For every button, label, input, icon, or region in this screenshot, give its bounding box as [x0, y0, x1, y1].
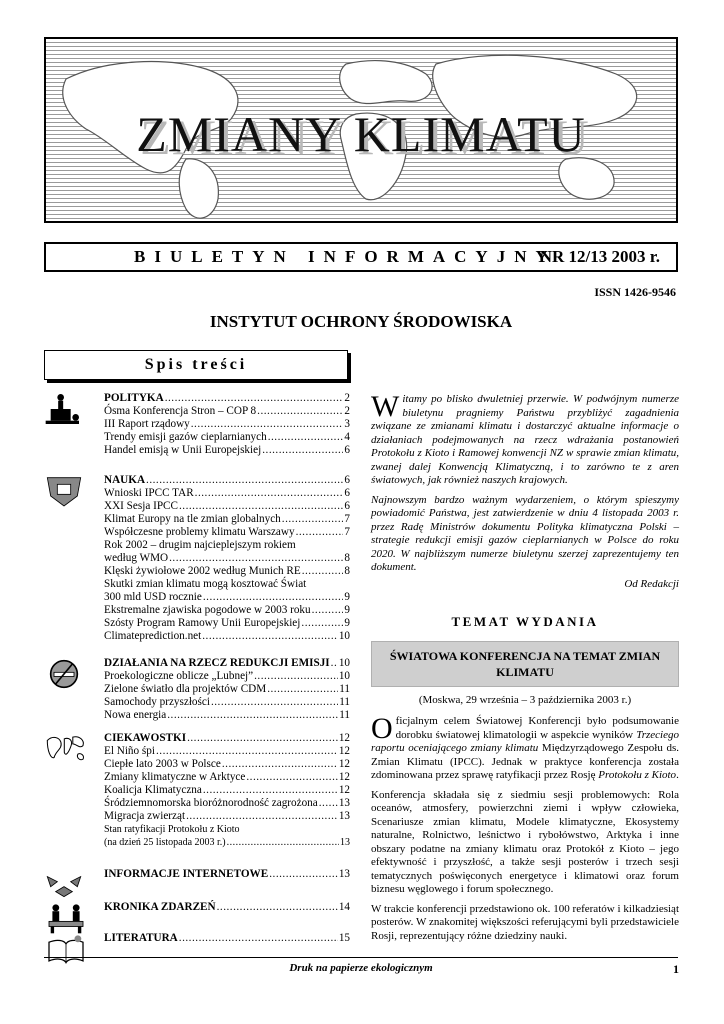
- toc-entry[interactable]: [104, 418, 350, 431]
- toc-entry-page: 9: [344, 591, 350, 603]
- toc-entry-page: 9: [344, 604, 350, 616]
- toc-entry[interactable]: [104, 745, 350, 758]
- right-column: [371, 390, 679, 943]
- toc-entry[interactable]: [104, 500, 350, 513]
- toc-entry[interactable]: [104, 405, 350, 418]
- toc-entry[interactable]: [104, 696, 350, 709]
- toc-entry[interactable]: [104, 591, 350, 604]
- no-smoke-icon: [44, 657, 92, 697]
- editorial-signature: Od Redakcji: [624, 577, 679, 590]
- toc-entry-page: 11: [339, 709, 350, 721]
- masthead-title: ZMIANY KLIMATU: [136, 106, 586, 162]
- toc-entry-title: Rok 2002 – drugim najcieplejszym rokiem: [104, 539, 296, 551]
- footer-note: Druk na papierze ekologicznym: [289, 962, 433, 974]
- podium-speaker-icon: [44, 392, 92, 432]
- toc-entry[interactable]: [104, 474, 350, 487]
- toc-lines: [104, 901, 350, 914]
- toc-leader-dots: [195, 487, 344, 500]
- toc-entry[interactable]: [104, 810, 350, 823]
- toc-entry[interactable]: [104, 836, 350, 849]
- toc-leader-dots: [165, 392, 344, 405]
- toc-entry-title: Proekologiczne oblicze „Lubnej”: [104, 670, 254, 682]
- article-paragraph-2: Konferencja składała się z siedmiu sesji problemowych: Rola oceanów, atmosfery, powierzchni ziemi i wpływ człowieka, Scenariusze zmian klimatu, Modele klimatyczne, Ekosystemy naturalne, Rolnictwo, leśnictwo i rybołówstwo, Arktyka i inne obszary podatne na zmiany klimatu oraz Protokół z Kioto – jego efektywność i przyszłość, a także sesji posterów i trzech sesji tematycznych poświęconych energetyce i klimatowi oraz forum biznesu węglowego i forum społecznego.: [371, 788, 679, 895]
- toc-entry-title: Skutki zmian klimatu mogą kosztować Świat: [104, 578, 307, 590]
- toc-entry-page: 6: [344, 474, 350, 486]
- toc-entry[interactable]: [104, 932, 350, 945]
- toc-lines: [104, 474, 350, 643]
- toc-entry[interactable]: [104, 513, 350, 526]
- bulletin-label: BIULETYN INFORMACYJNY: [134, 247, 557, 266]
- toc-entry[interactable]: [104, 771, 350, 784]
- toc-entry-page: 12: [338, 758, 350, 770]
- toc-entry[interactable]: [104, 526, 350, 539]
- toc-entry-title: Wnioski IPCC TAR: [104, 487, 194, 499]
- footer-rule: [44, 957, 678, 958]
- toc-entry[interactable]: [104, 901, 350, 914]
- toc-leader-dots: [269, 868, 338, 881]
- toc-leader-dots: [282, 513, 344, 526]
- toc-leader-dots: [262, 444, 343, 457]
- toc-entry-title: KRONIKA ZDARZEŃ: [104, 901, 216, 913]
- toc-leader-dots: [156, 745, 338, 758]
- bulletin-bar: [44, 242, 678, 272]
- toc-entry-title: Handel emisją w Unii Europejskiej: [104, 444, 262, 456]
- article-text: .: [676, 769, 679, 781]
- institute-name: INSTYTUT OCHRONY ŚRODOWISKA: [209, 312, 513, 331]
- toc-leader-dots: [257, 405, 343, 418]
- toc-leader-dots: [211, 696, 338, 709]
- toc-leader-dots: [179, 500, 343, 513]
- toc-leader-dots: [146, 474, 343, 487]
- toc-entry-title: Klęski żywiołowe 2002 według Munich RE: [104, 565, 301, 577]
- toc-entry[interactable]: [104, 797, 350, 810]
- toc-entry[interactable]: [104, 784, 350, 797]
- toc-entry-title: Współczesne problemy klimatu Warszawy: [104, 526, 295, 538]
- toc-entry[interactable]: [104, 604, 350, 617]
- toc-leader-dots: [312, 604, 344, 617]
- toc-entry-title: LITERATURA: [104, 932, 178, 944]
- toc-header: Spis treści: [44, 350, 348, 380]
- toc-leader-dots: [191, 418, 344, 431]
- toc-entry-page: 12: [338, 732, 350, 744]
- toc-entry-title: (na dzień 25 listopada 2003 r.): [104, 837, 226, 848]
- toc-entry-title: NAUKA: [104, 474, 146, 486]
- toc-entry-title: Stan ratyfikacji Protokołu z Kioto: [104, 824, 240, 835]
- toc-leader-dots: [203, 591, 344, 604]
- toc-entry-page: 10: [338, 657, 350, 669]
- toc-lines: [104, 657, 350, 722]
- toc-entry-title: Nowa energia: [104, 709, 167, 721]
- editorial-dropcap: W: [371, 390, 400, 423]
- toc-leader-dots: [302, 565, 344, 578]
- toc-entry[interactable]: [104, 392, 350, 405]
- toc-entry-title: Trendy emisji gazów cieplarnianych: [104, 431, 267, 443]
- toc-leader-dots: [227, 836, 339, 849]
- toc-leader-dots: [268, 431, 344, 444]
- toc-entry-title: Ekstremalne zjawiska pogodowe w 2003 roku: [104, 604, 311, 616]
- toc-entry-page: 10: [338, 630, 350, 642]
- toc-leader-dots: [187, 732, 338, 745]
- toc-entry-title: Ósma Konferencja Stron – COP 8: [104, 405, 257, 417]
- toc-entry-page: 15: [338, 932, 350, 944]
- toc-entry-page: 8: [344, 552, 350, 564]
- toc-leader-dots: [301, 617, 343, 630]
- toc-entry-title: Zielone światło dla projektów CDM: [104, 683, 267, 695]
- toc-entry[interactable]: [104, 539, 350, 552]
- issn: ISSN 1426-9546: [594, 285, 676, 299]
- toc-entry-title: Climateprediction.net: [104, 630, 202, 642]
- toc-entry-page: 13: [338, 797, 350, 809]
- toc-entry-title: Ciepłe lato 2003 w Polsce: [104, 758, 221, 770]
- toc-entry-page: 13: [340, 837, 350, 848]
- editorial-text: itamy po blisko dwuletniej przerwie. W podwójnym numerze biuletynu pragniemy Państwu przybliżyć zagadnienia związane ze zmianami klimatu i dostarczyć aktualne informacje o działaniach podejmowanych na rzecz wdrażania postanowień Protokołu z Kioto i Ramowej konwencji NZ w sprawie zmian klimatu, zwanej dalej Konwencją Klimatyczną, i to zarówno te z aren światowych, jak również naszych krajowych.: [371, 393, 679, 486]
- toc-entry[interactable]: [104, 683, 350, 696]
- article-title-box: ŚWIATOWA KONFERENCJA NA TEMAT ZMIAN KLIMATU: [371, 641, 679, 687]
- toc-entry[interactable]: [104, 657, 350, 670]
- toc-entry-page: 8: [344, 565, 350, 577]
- toc-entry-page: 6: [344, 487, 350, 499]
- toc-entry-title: POLITYKA: [104, 392, 164, 404]
- toc-entry[interactable]: [104, 823, 350, 836]
- toc-entry-page: 10: [338, 670, 350, 682]
- toc-entry-page: 7: [344, 526, 350, 538]
- toc-lines: [104, 732, 350, 849]
- toc-leader-dots: [217, 901, 338, 914]
- toc-entry-page: 7: [344, 513, 350, 525]
- shield-book-icon: [44, 474, 92, 514]
- section-title: TEMAT WYDANIA: [451, 614, 599, 629]
- toc-entry-page: 6: [344, 444, 350, 456]
- toc-entry-page: 12: [338, 784, 350, 796]
- toc-entry-page: 12: [338, 745, 350, 757]
- toc-entry-title: Zmiany klimatyczne w Arktyce: [104, 771, 246, 783]
- toc-entry-title: Klimat Europy na tle zmian globalnych: [104, 513, 281, 525]
- toc-entry-title: Szósty Program Ramowy Unii Europejskiej: [104, 617, 301, 629]
- toc-entry[interactable]: [104, 487, 350, 500]
- toc-leader-dots: [202, 630, 338, 643]
- toc-entry-title: DZIAŁANIA NA RZECZ REDUKCJI EMISJI: [104, 657, 330, 669]
- toc-leader-dots: [254, 670, 338, 683]
- toc-lines: [104, 932, 350, 945]
- article-paragraph-1: [371, 712, 679, 783]
- toc-entry[interactable]: [104, 670, 350, 683]
- toc-leader-dots: [222, 758, 338, 771]
- toc-leader-dots: [203, 784, 338, 797]
- toc-entry-title: Śródziemnomorska bioróżnorodność zagrożona: [104, 797, 318, 809]
- toc-entry[interactable]: [104, 552, 350, 565]
- toc-leader-dots: [296, 526, 344, 539]
- toc-entry-page: 4: [344, 431, 350, 443]
- toc-entry-page: 11: [339, 696, 350, 708]
- toc-leader-dots: [246, 771, 337, 784]
- toc-entry[interactable]: [104, 565, 350, 578]
- toc-entry-title: Migracja zwierząt: [104, 810, 186, 822]
- toc-entry[interactable]: [104, 617, 350, 630]
- toc-lines: [104, 868, 350, 881]
- editorial-paragraph: [371, 390, 679, 488]
- toc-entry-page: 12: [338, 771, 350, 783]
- editorial-paragraph-2: Najnowszym bardzo ważnym wydarzeniem, o którym spieszymy powiadomić Państwa, jest zatwierdzenie w dniu 4 listopada 2003 r. przez Radę Ministrów dokumentu Polityka klimatyczna Polski – strategie redukcji emisji gazów cieplarnianych w Polsce do roku 2020. W najbliższym numerze biuletynu szerzej zaprezentujemy ten dokument.: [371, 493, 679, 573]
- toc-entry[interactable]: [104, 868, 350, 881]
- article-text-italic: Protokołu z Kioto: [598, 769, 677, 781]
- toc-entry-title: Samochody przyszłości: [104, 696, 210, 708]
- toc-entry-page: 14: [338, 901, 350, 913]
- toc-entry-title: III Raport rządowy: [104, 418, 190, 430]
- toc-lines: [104, 392, 350, 457]
- toc-entry-title: INFORMACJE INTERNETOWE: [104, 868, 269, 880]
- article-dropcap: O: [371, 712, 393, 745]
- toc-leader-dots: [167, 709, 338, 722]
- toc-entry-page: 9: [344, 617, 350, 629]
- toc-entry-page: 11: [339, 683, 350, 695]
- toc-entry-page: 13: [338, 868, 350, 880]
- toc-entry[interactable]: [104, 709, 350, 722]
- toc-entry-page: 2: [344, 405, 350, 417]
- world-map-icon: [44, 732, 92, 772]
- page-number: 1: [673, 962, 679, 976]
- article-text-italic: Trzeciego raportu oceniającego zmiany klimatu: [371, 728, 679, 754]
- toc-entry[interactable]: [104, 578, 350, 591]
- toc-entry-title: według WMO: [104, 552, 169, 564]
- toc-leader-dots: [169, 552, 343, 565]
- masthead: [44, 37, 678, 223]
- toc-entry-page: 3: [344, 418, 350, 430]
- toc-entry-page: 13: [338, 810, 350, 822]
- toc-entry[interactable]: [104, 732, 350, 745]
- toc-entry-title: 300 mld USD rocznie: [104, 591, 202, 603]
- toc-leader-dots: [319, 797, 338, 810]
- toc-leader-dots: [186, 810, 338, 823]
- article-text: Międzyrządowego Zespołu ds. Zmian Klimatu (IPCC). Jednak w praktyce konferencja została zdominowana przez sprawę ratyfikacji przez Rosję: [371, 742, 679, 781]
- toc-leader-dots: [331, 657, 338, 670]
- toc-entry-page: 2: [344, 392, 350, 404]
- issue-number: NR 12/13 2003 r.: [539, 247, 660, 266]
- toc-entry-title: XXI Sesja IPCC: [104, 500, 178, 512]
- toc-entry[interactable]: [104, 630, 350, 643]
- toc-leader-dots: [267, 683, 338, 696]
- article-text: ficjalnym celem Światowej Konferencji było podsumowanie dorobku światowej klimatologii w aspekcie wyników: [395, 715, 679, 741]
- toc-entry[interactable]: [104, 431, 350, 444]
- toc-entry[interactable]: [104, 758, 350, 771]
- toc-entry[interactable]: [104, 444, 350, 457]
- toc-entry-title: CIEKAWOSTKI: [104, 732, 187, 744]
- toc-entry-title: El Niño śpi: [104, 745, 155, 757]
- toc-entry-title: Koalicja Klimatyczna: [104, 784, 202, 796]
- toc-leader-dots: [179, 932, 338, 945]
- article-dateline: (Moskwa, 29 września – 3 października 2003 r.): [418, 693, 632, 706]
- article-paragraph-3: W trakcie konferencji przedstawiono ok. 100 referatów i kilkadziesiąt posterów. W znakomitej większości referującymi byli przedstawiciele Rosji, reprezentujący różne dziedziny nauki.: [371, 902, 679, 942]
- toc-entry-page: 6: [344, 500, 350, 512]
